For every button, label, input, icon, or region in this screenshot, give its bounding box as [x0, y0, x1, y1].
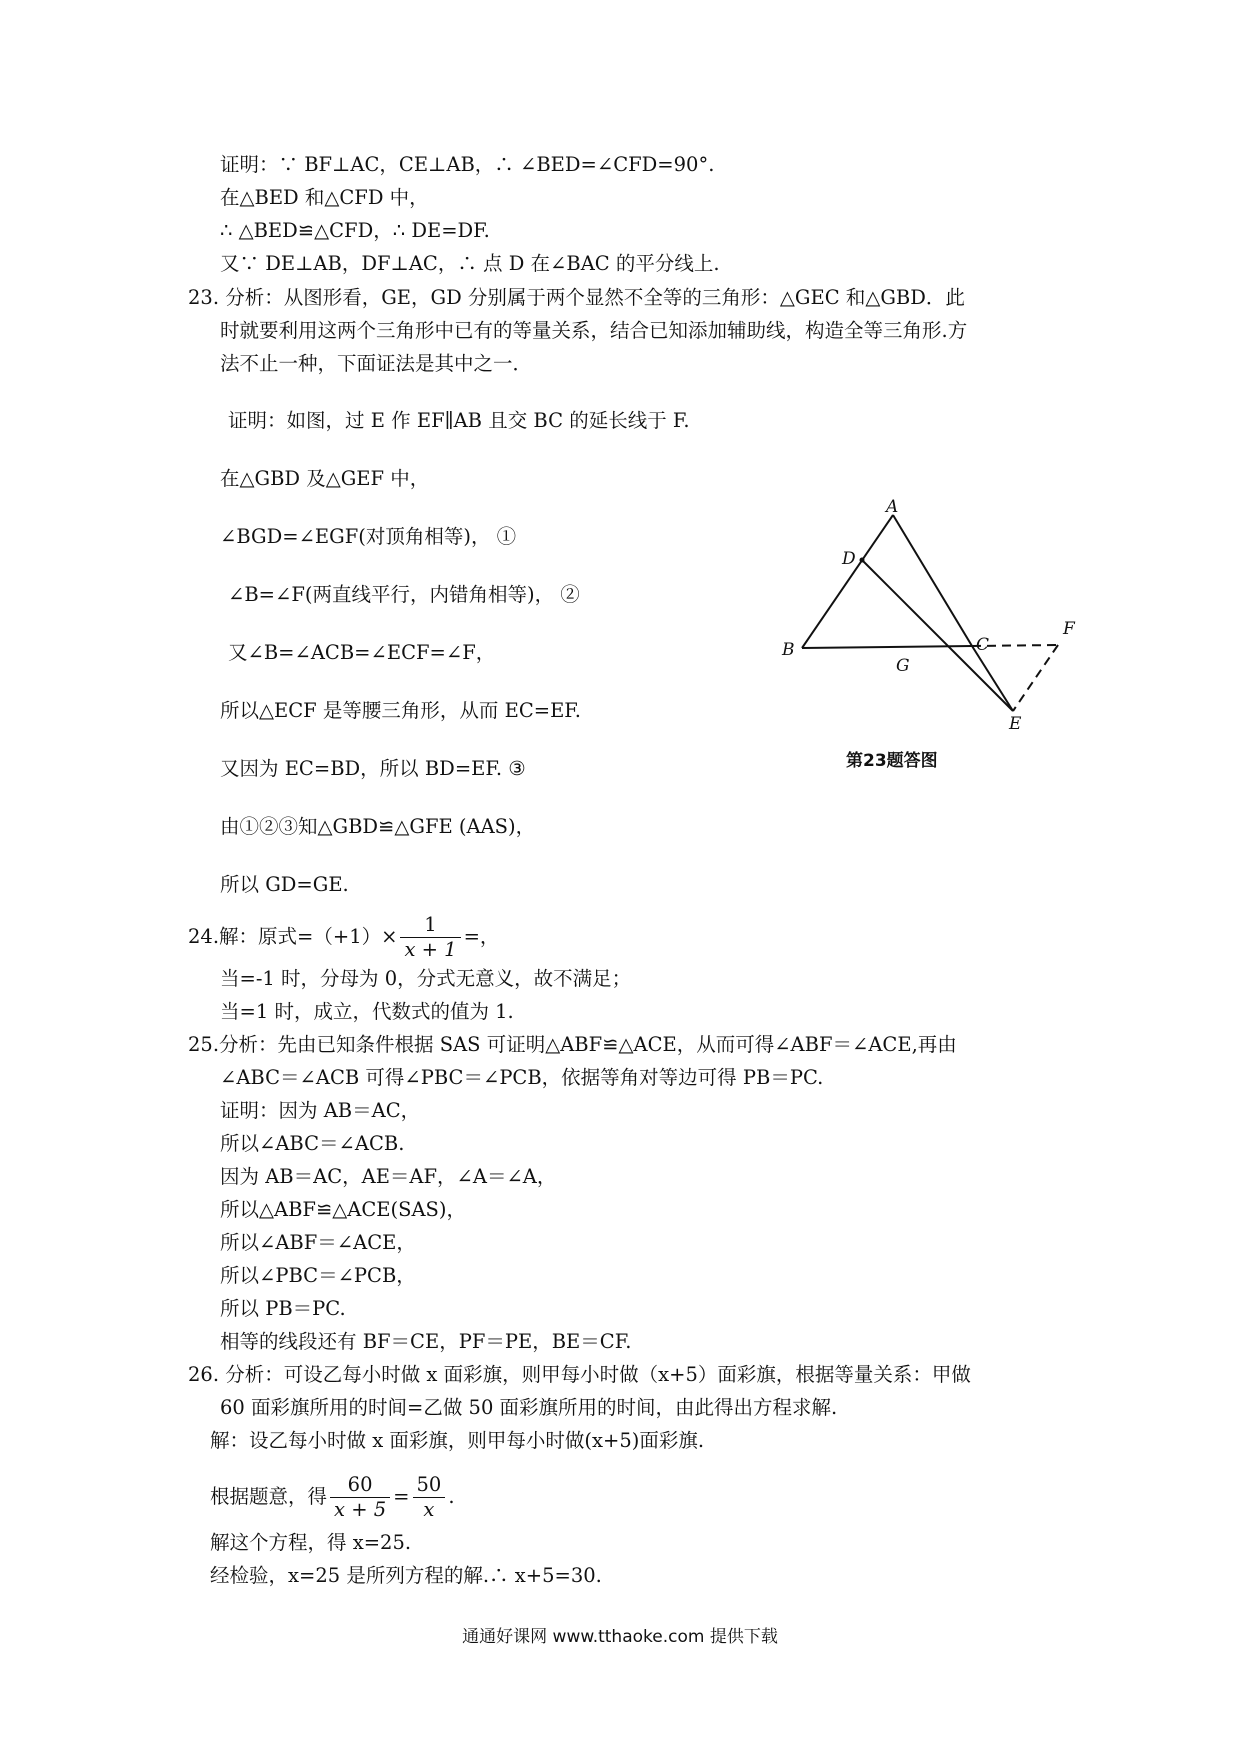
eq24-prefix: 24.解：原式=（+1）×: [188, 925, 398, 948]
label-f: F: [1063, 619, 1075, 639]
segment-ce: [972, 646, 1013, 711]
proof-25-line-1: 证明：因为 AB＝AC，: [220, 1099, 421, 1122]
proof-23-line-7: 又因为 EC=BD，所以 BD=EF. ③: [220, 757, 526, 780]
proof-25-line-3: 因为 AB＝AC，AE＝AF，∠A＝∠A，: [220, 1165, 557, 1188]
proof-25-line-6: 所以∠PBC＝∠PCB，: [220, 1264, 416, 1287]
proof-23-line-8: 由①②③知△GBD≌△GFE (AAS)，: [220, 815, 536, 838]
solution-26-line-1: 解：设乙每小时做 x 面彩旗，则甲每小时做(x+5)面彩旗.: [210, 1429, 705, 1452]
eq26-denominator-left: x + 5: [334, 1498, 387, 1521]
proof-23-line-2: 在△GBD 及△GEF 中，: [220, 467, 430, 490]
eq26-suffix: .: [448, 1485, 455, 1508]
solution-26-equation: [210, 1474, 455, 1521]
eq26-prefix: 根据题意，得: [210, 1485, 328, 1508]
proof-22-line-1: 证明：∵ BF⊥AC，CE⊥AB，∴ ∠BED=∠CFD=90°.: [220, 153, 715, 176]
eq24-suffix: =，: [463, 925, 500, 948]
proof-23-line-5: 又∠B=∠ACB=∠ECF=∠F，: [228, 641, 496, 664]
proof-22-line-2: 在△BED 和△CFD 中，: [220, 186, 429, 209]
proof-25-line-5: 所以∠ABF＝∠ACE，: [220, 1231, 416, 1254]
analysis-23-line-2: 时就要利用这两个三角形中已有的等量关系，结合已知添加辅助线，构造全等三角形.方: [220, 319, 968, 342]
proof-23-line-3: ∠BGD=∠EGF(对顶角相等)， ①: [220, 525, 517, 548]
analysis-23-line-1: 23. 分析：从图形看，GE，GD 分别属于两个显然不全等的三角形：△GEC 和△GBD．此: [188, 286, 965, 309]
segment-ab: [802, 515, 893, 648]
segment-de: [862, 560, 1013, 711]
proof-25-line-8: 相等的线段还有 BF＝CE，PF＝PE，BE＝CF.: [220, 1330, 632, 1353]
segment-ac: [893, 515, 972, 646]
eq26-fraction-left: [330, 1474, 390, 1521]
solution-26-line-4: 经检验，x=25 是所列方程的解.∴ x+5=30.: [210, 1564, 602, 1587]
solution-24-equation: [188, 914, 499, 961]
segment-ef-dashed: [1013, 645, 1058, 711]
proof-22-line-3: ∴ △BED≌△CFD，∴ DE=DF.: [220, 219, 490, 242]
segment-bc: [802, 646, 972, 648]
analysis-26-line-1: 26. 分析：可设乙每小时做 x 面彩旗，则甲每小时做（x+5）面彩旗，根据等量关系：甲做: [188, 1363, 971, 1386]
eq24-fraction: [400, 914, 460, 961]
analysis-23-line-3: 法不止一种，下面证法是其中之一．: [220, 352, 533, 375]
label-c: C: [976, 635, 990, 655]
footer-source: 通通好课网 www.tthaoke.com 提供下载: [462, 1627, 778, 1647]
proof-25-line-4: 所以△ABF≌△ACE(SAS)，: [220, 1198, 467, 1221]
proof-23-line-1: 证明：如图，过 E 作 EF∥AB 且交 BC 的延长线于 F.: [228, 409, 690, 432]
figure-23-caption: 第23题答图: [846, 751, 938, 771]
solution-26-line-3: 解这个方程，得 x=25.: [210, 1531, 412, 1554]
eq26-fraction-right: [413, 1474, 446, 1521]
point-d-dot: [860, 558, 865, 563]
eq26-denominator-right: x: [423, 1498, 435, 1521]
label-b: B: [782, 640, 795, 660]
eq26-numerator-left: 60: [330, 1474, 390, 1498]
label-d: D: [842, 549, 856, 569]
proof-23-line-6: 所以△ECF 是等腰三角形，从而 EC=EF.: [220, 699, 581, 722]
proof-22-line-4: 又∵ DE⊥AB，DF⊥AC，∴ 点 D 在∠BAC 的平分线上.: [220, 252, 720, 275]
proof-25-line-7: 所以 PB＝PC.: [220, 1297, 346, 1320]
label-e: E: [1009, 714, 1022, 734]
eq24-denominator: x + 1: [404, 938, 457, 961]
eq24-numerator: 1: [400, 914, 460, 938]
figure-23: [780, 498, 1090, 738]
proof-23-line-4: ∠B=∠F(两直线平行，内错角相等)， ②: [228, 583, 580, 606]
analysis-26-line-2: 60 面彩旗所用的时间=乙做 50 面彩旗所用的时间，由此得出方程求解.: [220, 1396, 838, 1419]
proof-25-line-2: 所以∠ABC＝∠ACB.: [220, 1132, 405, 1155]
eq26-numerator-right: 50: [413, 1474, 446, 1498]
solution-24-line-3: 当=1 时，成立，代数式的值为 1.: [220, 1000, 514, 1023]
eq26-equals: =: [393, 1485, 410, 1508]
solution-24-line-2: 当=-1 时，分母为 0，分式无意义，故不满足；: [220, 967, 632, 990]
label-a: A: [886, 498, 899, 517]
proof-23-line-9: 所以 GD=GE.: [220, 873, 349, 896]
analysis-25-line-1: 25.分析：先由已知条件根据 SAS 可证明△ABF≌△ACE，从而可得∠ABF＝∠ACE,再由: [188, 1033, 957, 1056]
label-g: G: [896, 656, 910, 676]
figure-23-diagram: [780, 498, 1090, 738]
analysis-25-line-2: ∠ABC＝∠ACB 可得∠PBC＝∠PCB，依据等角对等边可得 PB＝PC.: [220, 1066, 824, 1089]
